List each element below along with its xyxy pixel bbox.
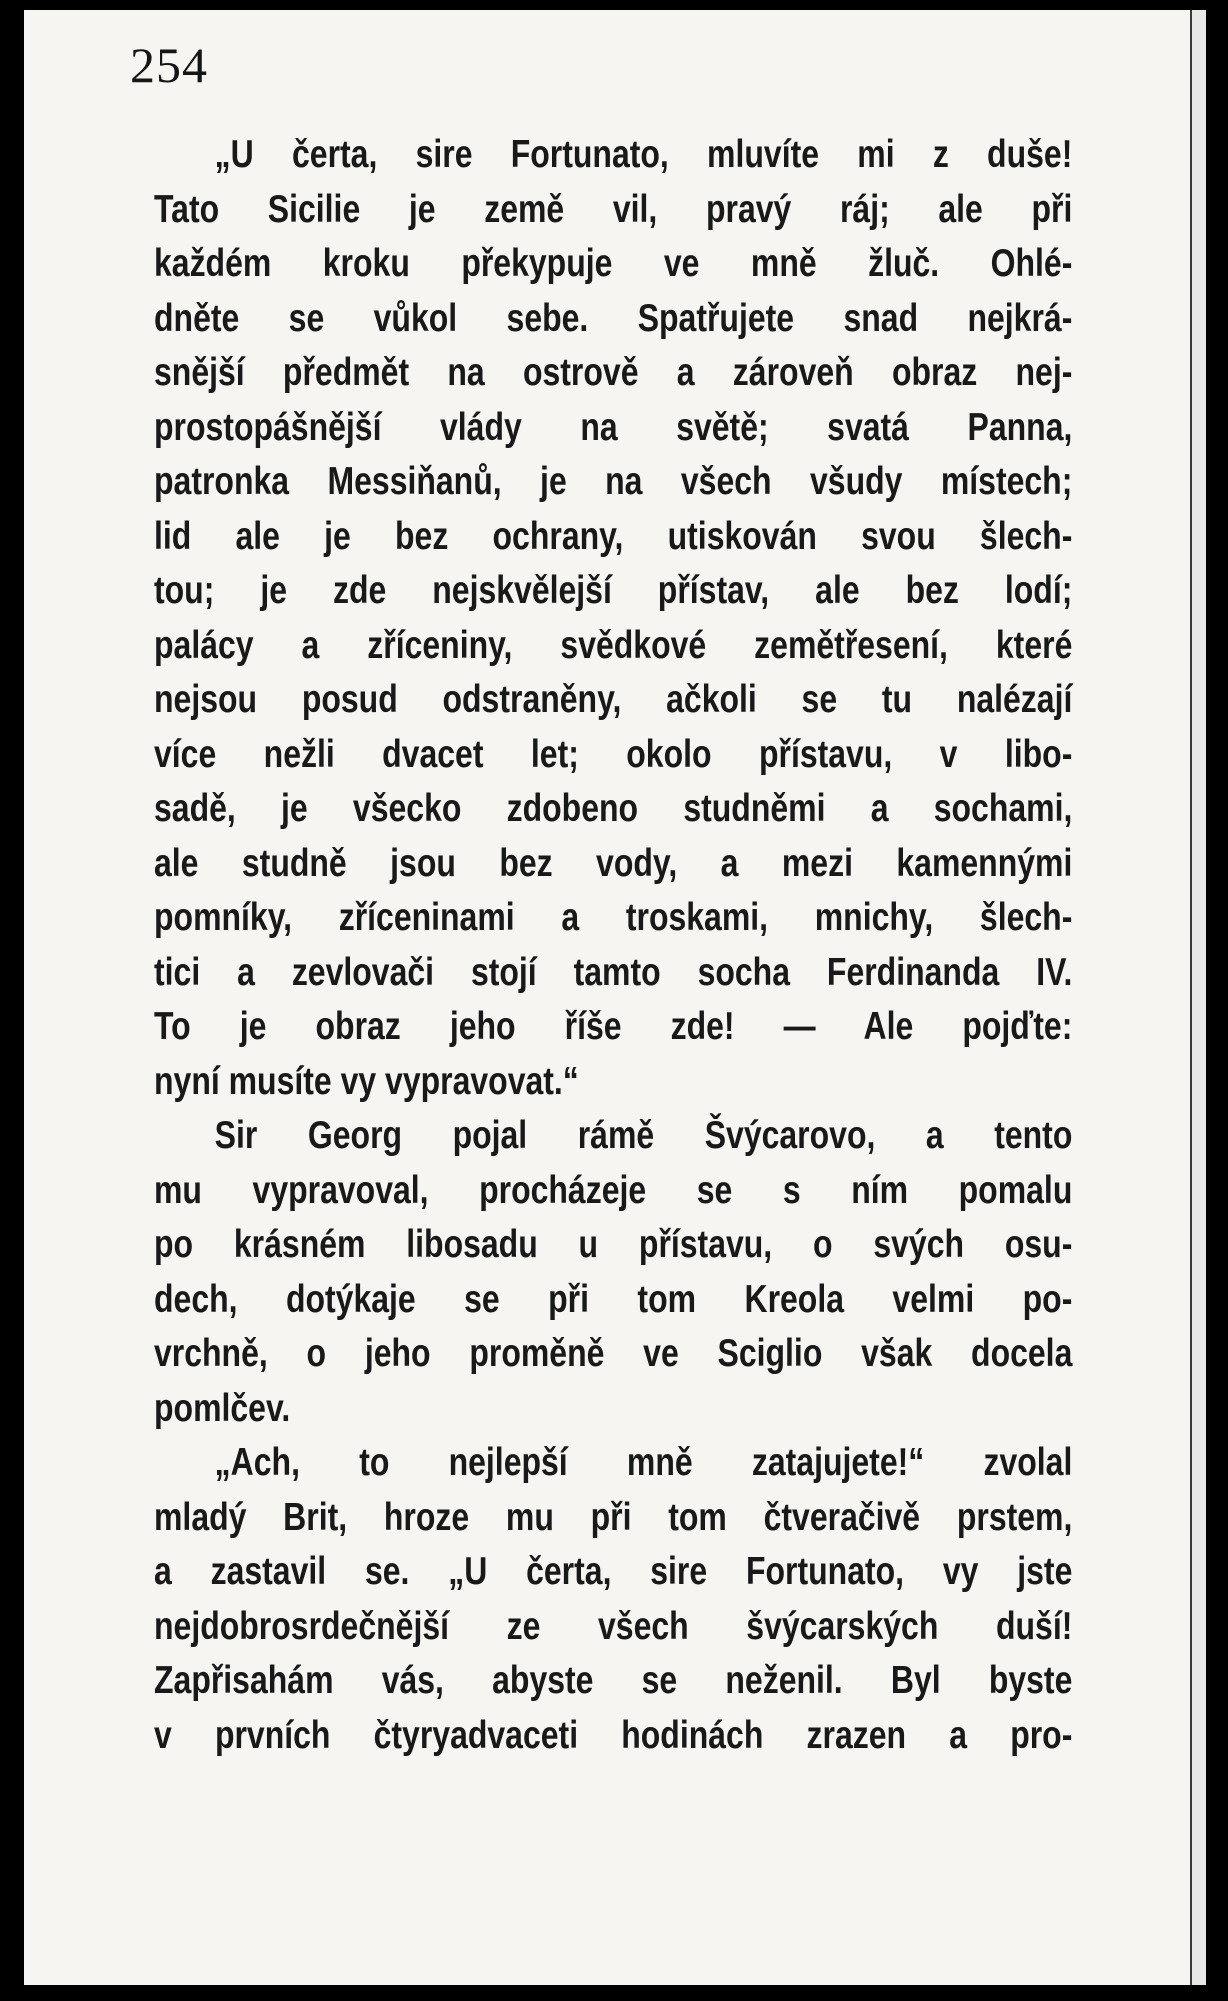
- text-line: Tato Sicilie je země vil, pravý ráj; ale při: [154, 187, 1073, 231]
- text-line: pomlčev.: [154, 1386, 291, 1430]
- text-line: lid ale je bez ochrany, utiskován svou šlech-: [154, 514, 1073, 558]
- text-line: po krásném libosadu u přístavu, o svých osu-: [154, 1223, 1073, 1266]
- text-line: mladý Brit, hroze mu při tom čtveračivě prstem,: [154, 1495, 1073, 1539]
- text-line: nejsou posud odstraněny, ačkoli se tu nalézají: [154, 678, 1073, 721]
- text-line: „Ach, to nejlepší mně zatajujete!“ zvolal: [214, 1441, 1073, 1484]
- text-line: nejdobrosrdečnější ze všech švýcarských duší!: [154, 1604, 1073, 1648]
- text-line: pomníky, zříceninami a troskami, mnichy, šlech-: [154, 896, 1073, 939]
- text-line: mu vypravoval, procházeje se s ním pomalu: [154, 1168, 1073, 1212]
- text-line: nyní musíte vy vypravovat.“: [154, 1059, 579, 1103]
- body-text: [154, 128, 1072, 1763]
- text-line: každém kroku překypuje ve mně žluč. Ohlé-: [154, 242, 1073, 285]
- text-line: ale studně jsou bez vody, a mezi kamennými: [154, 841, 1073, 885]
- text-line: palácy a zříceniny, svědkové zemětřesení, které: [154, 623, 1073, 667]
- page-number: 254: [130, 37, 208, 93]
- text-line: To je obraz jeho říše zde! — Ale pojďte:: [154, 1005, 1073, 1048]
- text-line: „U čerta, sire Fortunato, mluvíte mi z duše!: [214, 133, 1073, 176]
- text-line: více nežli dvacet let; okolo přístavu, v libo-: [154, 732, 1073, 776]
- text-line: a zastavil se. „U čerta, sire Fortunato, vy jste: [154, 1550, 1073, 1593]
- page-edge: [1190, 10, 1206, 1985]
- text-line: sadě, je všecko zdobeno studněmi a sochami,: [154, 787, 1073, 830]
- text-line: prostopášnější vlády na světě; svatá Panna,: [154, 405, 1073, 449]
- text-line: snější předmět na ostrově a zároveň obraz nej-: [154, 351, 1073, 394]
- text-line: vrchně, o jeho proměně ve Sciglio však docela: [154, 1332, 1073, 1375]
- text-line: dech, dotýkaje se při tom Kreola velmi po-: [154, 1277, 1073, 1321]
- text-line: Zapřisahám vás, abyste se neženil. Byl byste: [154, 1659, 1073, 1702]
- text-line: dněte se vůkol sebe. Spatřujete snad nejkrá-: [154, 296, 1073, 340]
- text-line: v prvních čtyryadvaceti hodinách zrazen a pro-: [154, 1713, 1073, 1757]
- text-line: patronka Messiňanů, je na všech všudy místech;: [154, 460, 1073, 503]
- text-line: Sir Georg pojal rámě Švýcarovo, a tento: [214, 1114, 1073, 1157]
- text-line: tici a zevlovači stojí tamto socha Ferdinanda IV.: [154, 950, 1073, 994]
- text-line: tou; je zde nejskvělejší přístav, ale bez lodí;: [154, 569, 1073, 612]
